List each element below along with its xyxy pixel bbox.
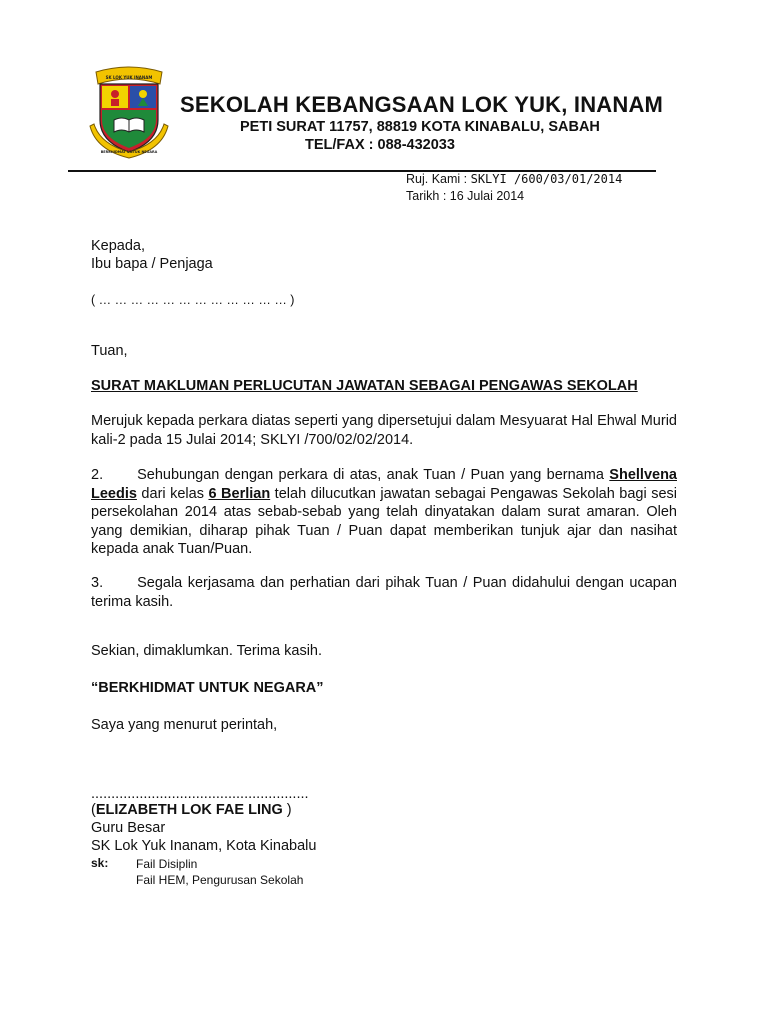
cc-label: sk:	[91, 856, 109, 870]
cc-item: Fail HEM, Pengurusan Sekolah	[136, 873, 304, 887]
paragraph-2-text-a: Sehubungan dengan perkara di atas, anak Tuan / Puan yang bernama	[137, 467, 610, 483]
reference-value: SKLYI /600/03/01/2014	[470, 172, 623, 186]
letter-date: Tarikh : 16 Julai 2014	[406, 189, 525, 203]
crest-top-text: SK LOK YUK INANAM	[105, 75, 153, 80]
paragraph-3	[91, 574, 677, 611]
closing-yours: Saya yang menurut perintah,	[91, 717, 278, 733]
paragraph-2-text-c: telah dilucutkan jawatan sebagai Pengawas Sekolah bagi sesi persekolahan 2014 atas sebab-sebab yang telah dinyatakan dalam surat amaran. Oleh yang demikian, diharap pihak Tuan / Puan dapat memberikan tunjuk ajar dan nasihat kepada anak Tuan/Puan.	[91, 485, 677, 557]
signatory-open-paren: (	[91, 802, 96, 818]
paragraph-1: Merujuk kepada perkara diatas seperti yang dipersetujui dalam Mesyuarat Hal Ehwal Murid kali-2 pada 15 Julai 2014; SKLYI /700/02/02/2014.	[91, 413, 677, 448]
signatory-close-paren: )	[282, 802, 292, 818]
signatory-school: SK Lok Yuk Inanam, Kota Kinabalu	[91, 838, 317, 854]
signatory-title: Guru Besar	[91, 820, 166, 836]
paragraph-3-number: 3.	[91, 575, 104, 591]
signatory-name: ELIZABETH LOK FAE LING	[95, 802, 283, 818]
paragraph-3-text: Segala kerjasama dan perhatian dari pihak Tuan / Puan didahului dengan ucapan terima kasih.	[91, 575, 677, 610]
closing-motto: “BERKHIDMAT UNTUK NEGARA”	[91, 680, 324, 696]
paragraph-2-number: 2.	[91, 467, 104, 483]
recipient-to: Kepada,	[91, 238, 146, 254]
recipient-name: Ibu bapa / Penjaga	[91, 256, 213, 272]
closing-thanks: Sekian, dimaklumkan. Terima kasih.	[91, 643, 323, 659]
paragraph-2	[91, 466, 677, 559]
signature-line: ......................................................	[91, 786, 309, 802]
crest-bottom-text: BERKHIDMAT UNTUK NEGARA	[100, 150, 158, 154]
cc-item: Fail Disiplin	[136, 857, 198, 871]
salutation: Tuan,	[91, 343, 128, 359]
signatory-name-line	[91, 801, 292, 820]
paragraph-2-text-b: dari kelas	[136, 485, 209, 502]
school-address: PETI SURAT 11757, 88819 KOTA KINABALU, SABAH	[240, 119, 600, 135]
reference-label: Ruj. Kami :	[406, 172, 471, 186]
school-telfax: TEL/FAX : 088-432033	[305, 137, 455, 153]
student-name: Shellvena Leedis	[91, 467, 677, 502]
student-class: 6 Berlian	[208, 485, 271, 502]
school-crest-logo	[86, 64, 172, 160]
school-name: SEKOLAH KEBANGSAAN LOK YUK, INANAM	[180, 92, 664, 117]
reference-number	[406, 172, 622, 186]
recipient-blank: ( … … … … … … … … … … … … )	[91, 293, 295, 307]
letter-subject: SURAT MAKLUMAN PERLUCUTAN JAWATAN SEBAGAI PENGAWAS SEKOLAH	[91, 378, 638, 394]
